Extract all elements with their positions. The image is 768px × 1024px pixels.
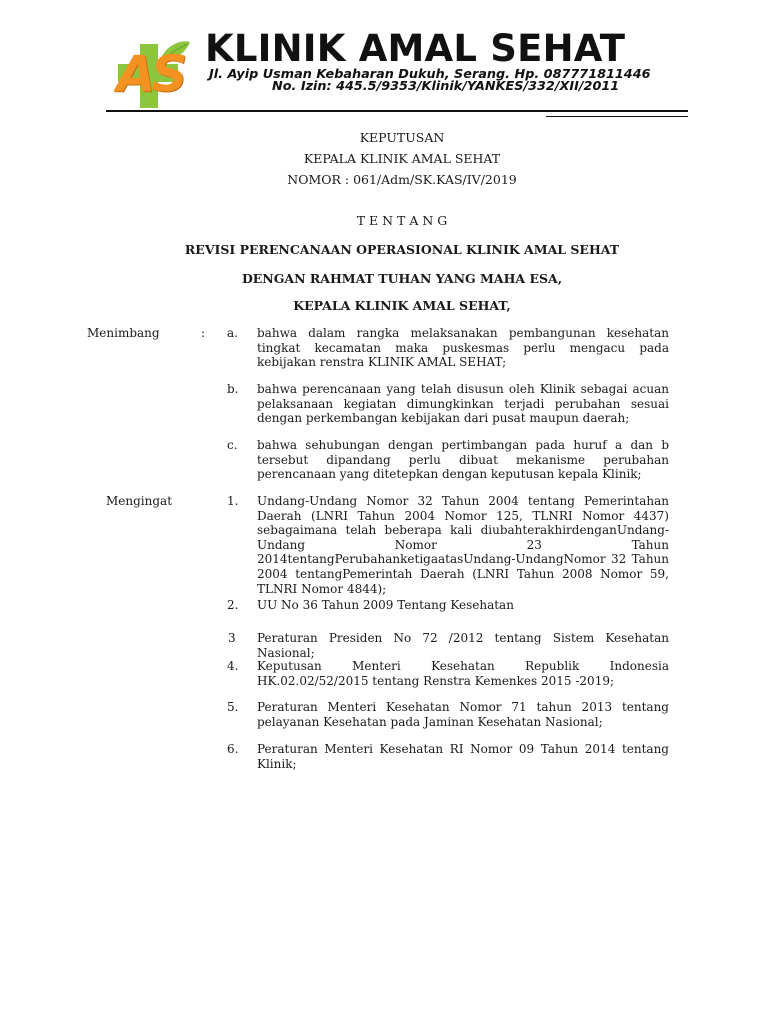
list-item: Peraturan Menteri Kesehatan RI Nomor 09 Tahun 2014 tentang Klinik; [257, 742, 669, 771]
decree-number: NOMOR : 061/Adm/SK.KAS/IV/2019 [287, 172, 517, 187]
decree-blessing: DENGAN RAHMAT TUHAN YANG MAHA ESA, [241, 271, 563, 286]
menimbang-label: Menimbang [87, 326, 160, 340]
clinic-name: KLINIK AMAL SEHAT [205, 27, 626, 70]
list-item: bahwa dalam rangka melaksanakan pembangunan kesehatan tingkat kecamatan maka puskesmas perlu mengacu pada kebijakan renstra KLINIK AMAL SEHAT; [257, 326, 669, 370]
decree-issuer: KEPALA KLINIK AMAL SEHAT [303, 151, 501, 166]
list-item: UU No 36 Tahun 2009 Tentang Kesehatan [257, 598, 514, 612]
list-marker: 1. [227, 494, 239, 508]
decree-subject: REVISI PERENCANAAN OPERASIONAL KLINIK AMAL SEHAT [184, 242, 620, 257]
list-item: Peraturan Menteri Kesehatan Nomor 71 tahun 2013 tentang pelayanan Kesehatan pada Jaminan Kesehatan Nasional; [257, 700, 669, 729]
letterhead-rule-thin [546, 116, 688, 117]
list-marker: a. [227, 326, 238, 340]
decree-head: KEPALA KLINIK AMAL SEHAT, [293, 298, 511, 313]
list-marker: 2. [227, 598, 239, 612]
list-item: Keputusan Menteri Kesehatan Republik Indonesia HK.02.02/52/2015 tentang Renstra Kemenkes 2015 -2019; [257, 659, 669, 688]
list-marker: 4. [227, 659, 239, 673]
logo-monogram: AS [116, 45, 184, 103]
list-marker: 5. [227, 700, 239, 714]
list-marker: 3 [228, 631, 236, 645]
list-item: bahwa sehubungan dengan pertimbangan pada huruf a dan b tersebut dipandang perlu dibuat mekanisme perubahan perencanaan yang ditetepkan dengan keputusan kepala Klinik; [257, 438, 669, 482]
list-marker: c. [227, 438, 238, 452]
menimbang-colon: : [201, 326, 206, 340]
mengingat-label: Mengingat [106, 494, 173, 508]
decree-title: KEPUTUSAN [359, 130, 445, 145]
decree-about: T E N T A N G [356, 213, 448, 228]
list-item: bahwa perencanaan yang telah disusun oleh Klinik sebagai acuan pelaksanaan kegiatan dimungkinkan terjadi perubahan sesuai dengan perkembangan kebijakan dari pusat maupun daerah; [257, 382, 669, 426]
clinic-address: Jl. Ayip Usman Kebaharan Dukuh, Serang. Hp. 087771811446 [209, 67, 651, 82]
list-item: Undang-Undang Nomor 32 Tahun 2004 tentang Pemerintahan Daerah (LNRI Tahun 2004 Nomor 125, TLNRI Nomor 4437) sebagaimana telah beberapa kali diubahterakhirdenganUndang-Undang Nomor 23 Tahun 2014tentangPerubahanketigaatasUndang-UndangNomor 32 Tahun 2004 tentangPemerintah Daerah (LNRI Tahun 2008 Nomor 59, TLNRI Nomor 4844); [257, 494, 669, 596]
list-marker: b. [227, 382, 239, 396]
clinic-license: No. Izin: 445.5/9353/Klinik/YANKES/332/XII/2011 [272, 79, 620, 94]
list-marker: 6. [227, 742, 239, 756]
list-item: Peraturan Presiden No 72 /2012 tentang Sistem Kesehatan Nasional; [257, 631, 669, 660]
letterhead-rule [106, 110, 688, 112]
